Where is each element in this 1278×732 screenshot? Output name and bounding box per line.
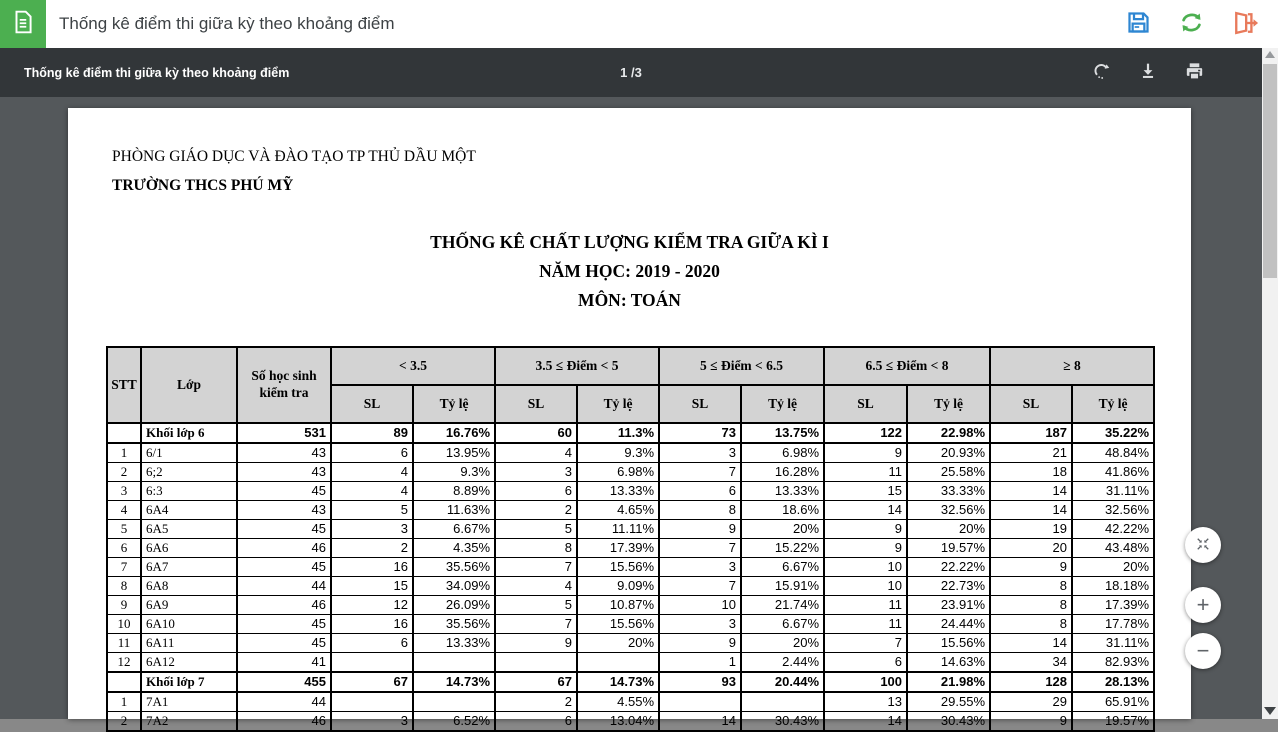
table-cell: 2: [107, 463, 141, 482]
table-cell: 14: [659, 712, 741, 732]
pdf-toolbar: [0, 48, 1262, 97]
table-cell: 15.22%: [741, 539, 824, 558]
table-cell: 6.67%: [413, 520, 495, 539]
table-cell: 9: [824, 520, 907, 539]
table-cell: 6.98%: [577, 463, 659, 482]
table-cell: 5: [107, 520, 141, 539]
table-cell: 41.86%: [1072, 463, 1154, 482]
table-row: [107, 615, 1154, 634]
plus-icon: +: [1196, 592, 1210, 617]
document-icon: [10, 9, 36, 40]
table-cell: 100: [824, 672, 907, 692]
table-cell: 9: [990, 558, 1072, 577]
sub-header: Tỷ lệ: [907, 385, 990, 423]
rotate-button[interactable]: [1091, 60, 1113, 85]
table-cell: 93: [659, 672, 741, 692]
table-cell: 1: [659, 653, 741, 673]
table-cell: 19: [990, 520, 1072, 539]
table-cell: 16: [331, 615, 413, 634]
table-cell: 20.93%: [907, 443, 990, 463]
table-cell: 14.73%: [577, 672, 659, 692]
table-cell: [331, 692, 413, 712]
sync-arrows-icon: [1177, 8, 1206, 40]
sub-header: SL: [331, 385, 413, 423]
table-cell: 6: [824, 653, 907, 673]
score-range-header: 6.5 ≤ Điểm < 8: [824, 347, 990, 385]
page-indicator: 1 /3: [620, 65, 642, 80]
table-cell: 15.56%: [907, 634, 990, 653]
table-cell: 11.63%: [413, 501, 495, 520]
pdf-page: [68, 108, 1191, 728]
table-cell: 17.39%: [1072, 596, 1154, 615]
table-cell: 8.89%: [413, 482, 495, 501]
table-cell: 15.56%: [577, 558, 659, 577]
table-cell: 16: [331, 558, 413, 577]
scrollbar-thumb[interactable]: [1263, 64, 1277, 278]
sub-header: Tỷ lệ: [577, 385, 659, 423]
org-school-line: TRƯỜNG THCS PHÚ MỸ: [112, 177, 294, 194]
table-cell: 6.67%: [741, 558, 824, 577]
table-cell: 19.57%: [1072, 712, 1154, 732]
table-cell: 7: [824, 634, 907, 653]
table-cell: Khối lớp 6: [141, 423, 237, 443]
table-cell: 9.3%: [413, 463, 495, 482]
table-row: [107, 501, 1154, 520]
table-cell: 15.56%: [577, 615, 659, 634]
table-cell: 7: [659, 539, 741, 558]
table-row: [107, 596, 1154, 615]
app-actions: [1125, 8, 1278, 40]
table-cell: 21.98%: [907, 672, 990, 692]
floppy-disk-icon: [1125, 9, 1152, 39]
table-row: [107, 712, 1154, 732]
table-cell: 46: [237, 596, 331, 615]
table-cell: 6A5: [141, 520, 237, 539]
table-cell: 11.3%: [577, 423, 659, 443]
table-cell: 31.11%: [1072, 482, 1154, 501]
table-cell: 3: [659, 443, 741, 463]
table-cell: 43.48%: [1072, 539, 1154, 558]
table-cell: 6: [495, 712, 577, 732]
table-cell: 30.43%: [907, 712, 990, 732]
table-cell: 42.22%: [1072, 520, 1154, 539]
table-cell: 67: [495, 672, 577, 692]
table-cell: 32.56%: [1072, 501, 1154, 520]
score-range-header: 5 ≤ Điểm < 6.5: [659, 347, 824, 385]
table-row: [107, 653, 1154, 673]
table-cell: 8: [990, 615, 1072, 634]
table-cell: 45: [237, 558, 331, 577]
table-cell: 15: [331, 577, 413, 596]
table-cell: 26.09%: [413, 596, 495, 615]
table-cell: [413, 692, 495, 712]
sub-header: SL: [824, 385, 907, 423]
table-cell: 45: [237, 482, 331, 501]
pdf-toolbar-actions: [1091, 48, 1206, 97]
table-cell: 7A2: [141, 712, 237, 732]
table-cell: 6: [331, 634, 413, 653]
table-cell: 18.6%: [741, 501, 824, 520]
table-cell: 10.87%: [577, 596, 659, 615]
report-heading-line2: NĂM HỌC: 2019 - 2020: [539, 261, 720, 281]
table-row: [107, 482, 1154, 501]
refresh-button[interactable]: [1177, 8, 1206, 40]
table-cell: 43: [237, 501, 331, 520]
vertical-scrollbar[interactable]: [1262, 48, 1278, 719]
table-cell: 10: [107, 615, 141, 634]
table-cell: 7: [495, 558, 577, 577]
print-button[interactable]: [1183, 60, 1206, 86]
table-cell: 18.18%: [1072, 577, 1154, 596]
table-cell: 19.57%: [907, 539, 990, 558]
table-cell: 6A8: [141, 577, 237, 596]
table-cell: 9: [659, 634, 741, 653]
score-table: [106, 346, 1155, 732]
table-cell: 21.74%: [741, 596, 824, 615]
report-heading-line1: THỐNG KÊ CHẤT LƯỢNG KIỂM TRA GIỮA KÌ I: [430, 232, 829, 252]
table-cell: Khối lớp 7: [141, 672, 237, 692]
table-cell: 20%: [907, 520, 990, 539]
table-row: [107, 539, 1154, 558]
table-cell: 7: [107, 558, 141, 577]
table-cell: 6: [107, 539, 141, 558]
table-cell: [659, 692, 741, 712]
table-cell: 43: [237, 463, 331, 482]
sub-header: SL: [990, 385, 1072, 423]
table-cell: 3: [107, 482, 141, 501]
table-cell: 43: [237, 443, 331, 463]
table-cell: 6;2: [141, 463, 237, 482]
table-cell: 11.11%: [577, 520, 659, 539]
table-cell: 6A10: [141, 615, 237, 634]
table-cell: 2: [331, 539, 413, 558]
table-cell: 10: [659, 596, 741, 615]
scroll-down-arrow-icon[interactable]: [1264, 707, 1276, 715]
table-cell: 33.33%: [907, 482, 990, 501]
table-cell: [107, 423, 141, 443]
table-cell: 4: [495, 577, 577, 596]
table-cell: 4: [331, 463, 413, 482]
app-logo: [0, 0, 46, 48]
table-cell: 13.33%: [413, 634, 495, 653]
table-cell: 10: [824, 577, 907, 596]
table-cell: 10: [824, 558, 907, 577]
table-cell: 455: [237, 672, 331, 692]
score-range-header: < 3.5: [331, 347, 495, 385]
table-cell: 25.58%: [907, 463, 990, 482]
table-cell: 128: [990, 672, 1072, 692]
table-cell: 9.3%: [577, 443, 659, 463]
table-cell: 187: [990, 423, 1072, 443]
table-cell: 9: [824, 443, 907, 463]
table-cell: 6A11: [141, 634, 237, 653]
rotate-icon: [1091, 60, 1113, 85]
table-cell: 9: [990, 712, 1072, 732]
table-cell: 14: [990, 482, 1072, 501]
table-cell: 9: [659, 520, 741, 539]
table-row: [107, 520, 1154, 539]
table-cell: 41: [237, 653, 331, 673]
table-cell: 11: [824, 463, 907, 482]
table-cell: 34.09%: [413, 577, 495, 596]
table-cell: 17.78%: [1072, 615, 1154, 634]
sub-header: Tỷ lệ: [413, 385, 495, 423]
table-cell: 4.65%: [577, 501, 659, 520]
table-cell: 20: [990, 539, 1072, 558]
table-cell: 4: [107, 501, 141, 520]
table-cell: 2: [495, 501, 577, 520]
score-table-body: [107, 423, 1154, 731]
table-row: [107, 443, 1154, 463]
table-cell: 45: [237, 615, 331, 634]
table-cell: 3: [331, 712, 413, 732]
table-cell: 6:3: [141, 482, 237, 501]
table-cell: 82.93%: [1072, 653, 1154, 673]
zoom-out-button[interactable]: [1185, 633, 1221, 669]
org-department-line: PHÒNG GIÁO DỤC VÀ ĐÀO TẠO TP THỦ DẦU MỘT: [112, 148, 476, 165]
sub-header: SL: [495, 385, 577, 423]
table-cell: 15.91%: [741, 577, 824, 596]
table-cell: 11: [824, 596, 907, 615]
table-cell: 31.11%: [1072, 634, 1154, 653]
sub-header: Tỷ lệ: [1072, 385, 1154, 423]
table-cell: 60: [495, 423, 577, 443]
table-cell: 14: [990, 634, 1072, 653]
table-cell: 3: [659, 558, 741, 577]
table-cell: 5: [495, 596, 577, 615]
download-button[interactable]: [1137, 60, 1159, 85]
table-cell: 13.95%: [413, 443, 495, 463]
table-cell: 4: [331, 482, 413, 501]
table-cell: 22.22%: [907, 558, 990, 577]
table-cell: 3: [331, 520, 413, 539]
table-cell: 16.76%: [413, 423, 495, 443]
table-cell: 12: [331, 596, 413, 615]
table-cell: 35.56%: [413, 615, 495, 634]
table-cell: 7: [659, 463, 741, 482]
table-cell: 12: [107, 653, 141, 673]
table-cell: 9: [495, 634, 577, 653]
table-cell: 6/1: [141, 443, 237, 463]
table-cell: 13.33%: [741, 482, 824, 501]
table-cell: [495, 653, 577, 673]
save-button[interactable]: [1125, 9, 1152, 39]
table-cell: 14: [990, 501, 1072, 520]
table-cell: 5: [331, 501, 413, 520]
table-cell: 6.67%: [741, 615, 824, 634]
table-cell: 3: [495, 463, 577, 482]
table-cell: 2.44%: [741, 653, 824, 673]
table-cell: 13.04%: [577, 712, 659, 732]
table-cell: 65.91%: [1072, 692, 1154, 712]
table-cell: 32.56%: [907, 501, 990, 520]
table-cell: 23.91%: [907, 596, 990, 615]
table-cell: 14: [824, 712, 907, 732]
fit-width-icon: [1194, 535, 1212, 556]
table-row: [107, 634, 1154, 653]
zoom-in-button[interactable]: [1185, 587, 1221, 623]
table-cell: 46: [237, 712, 331, 732]
table-cell: 4.35%: [413, 539, 495, 558]
table-cell: 4.55%: [577, 692, 659, 712]
table-cell: 1: [107, 692, 141, 712]
table-cell: 6A9: [141, 596, 237, 615]
table-cell: 48.84%: [1072, 443, 1154, 463]
table-cell: 9: [107, 596, 141, 615]
download-icon: [1137, 60, 1159, 85]
table-cell: 11: [107, 634, 141, 653]
table-cell: 8: [659, 501, 741, 520]
table-cell: 20%: [1072, 558, 1154, 577]
table-cell: 6.98%: [741, 443, 824, 463]
table-cell: 45: [237, 634, 331, 653]
table-cell: 44: [237, 577, 331, 596]
table-cell: 4: [495, 443, 577, 463]
table-row: [107, 672, 1154, 692]
sub-header: SL: [659, 385, 741, 423]
minus-icon: −: [1196, 638, 1210, 663]
table-row: [107, 692, 1154, 712]
table-cell: 7: [659, 577, 741, 596]
column-header-stt: STT: [107, 347, 141, 423]
table-cell: 2: [107, 712, 141, 732]
column-header-lop: Lớp: [141, 347, 237, 423]
pdf-document-title: Thống kê điểm thi giữa kỳ theo khoảng điểm: [24, 65, 290, 80]
table-cell: 15: [824, 482, 907, 501]
exit-door-icon: [1231, 9, 1259, 40]
table-cell: 6A7: [141, 558, 237, 577]
table-cell: 21: [990, 443, 1072, 463]
table-cell: 73: [659, 423, 741, 443]
table-cell: 20%: [577, 634, 659, 653]
table-cell: [741, 692, 824, 712]
table-cell: 7A1: [141, 692, 237, 712]
table-cell: 29: [990, 692, 1072, 712]
table-cell: 14: [824, 501, 907, 520]
table-cell: 6A6: [141, 539, 237, 558]
app-bar: [0, 0, 1278, 48]
table-cell: 122: [824, 423, 907, 443]
table-cell: 6: [495, 482, 577, 501]
table-row: [107, 577, 1154, 596]
table-row: [107, 463, 1154, 482]
table-cell: 89: [331, 423, 413, 443]
table-cell: 67: [331, 672, 413, 692]
table-cell: 29.55%: [907, 692, 990, 712]
table-cell: 20%: [741, 520, 824, 539]
table-cell: 46: [237, 539, 331, 558]
table-cell: 2: [495, 692, 577, 712]
table-cell: 1: [107, 443, 141, 463]
table-cell: 28.13%: [1072, 672, 1154, 692]
exit-button[interactable]: [1231, 9, 1259, 40]
table-cell: 8: [990, 577, 1072, 596]
table-header-row-1: [107, 347, 1154, 385]
column-header-so-hoc-sinh: Số học sinh kiểm tra: [237, 347, 331, 423]
table-cell: 35.22%: [1072, 423, 1154, 443]
table-cell: 3: [659, 615, 741, 634]
table-cell: 9.09%: [577, 577, 659, 596]
score-range-header: 3.5 ≤ Điểm < 5: [495, 347, 659, 385]
table-cell: 6: [331, 443, 413, 463]
table-cell: 20%: [741, 634, 824, 653]
table-row: [107, 423, 1154, 443]
table-cell: [331, 653, 413, 673]
table-cell: 30.43%: [741, 712, 824, 732]
table-cell: 5: [495, 520, 577, 539]
table-cell: 8: [107, 577, 141, 596]
table-cell: 34: [990, 653, 1072, 673]
table-cell: 20.44%: [741, 672, 824, 692]
table-cell: 44: [237, 692, 331, 712]
fit-width-button[interactable]: [1185, 527, 1221, 563]
report-title: Thống kê điểm thi giữa kỳ theo khoảng điểm: [59, 14, 395, 33]
scroll-up-arrow-icon[interactable]: [1265, 51, 1275, 58]
table-cell: 8: [990, 596, 1072, 615]
table-cell: 14.73%: [413, 672, 495, 692]
table-cell: 11: [824, 615, 907, 634]
table-cell: 16.28%: [741, 463, 824, 482]
table-cell: 13.33%: [577, 482, 659, 501]
table-cell: 9: [824, 539, 907, 558]
table-cell: 35.56%: [413, 558, 495, 577]
score-table-head: [107, 347, 1154, 423]
table-cell: [413, 653, 495, 673]
table-cell: 8: [495, 539, 577, 558]
table-cell: [577, 653, 659, 673]
table-row: [107, 558, 1154, 577]
table-cell: 22.73%: [907, 577, 990, 596]
table-cell: 22.98%: [907, 423, 990, 443]
table-cell: 6A4: [141, 501, 237, 520]
score-table-wrap: [106, 346, 1155, 732]
table-cell: 13.75%: [741, 423, 824, 443]
table-cell: 6A12: [141, 653, 237, 673]
table-cell: 6: [659, 482, 741, 501]
table-cell: 18: [990, 463, 1072, 482]
table-cell: 6.52%: [413, 712, 495, 732]
table-cell: 24.44%: [907, 615, 990, 634]
table-cell: 7: [495, 615, 577, 634]
print-icon: [1183, 60, 1206, 86]
table-cell: 13: [824, 692, 907, 712]
sub-header: Tỷ lệ: [741, 385, 824, 423]
score-range-header: ≥ 8: [990, 347, 1154, 385]
table-cell: [107, 672, 141, 692]
report-heading-line3: MÔN: TOÁN: [578, 290, 681, 310]
table-cell: 45: [237, 520, 331, 539]
table-cell: 17.39%: [577, 539, 659, 558]
table-cell: 14.63%: [907, 653, 990, 673]
table-cell: 531: [237, 423, 331, 443]
